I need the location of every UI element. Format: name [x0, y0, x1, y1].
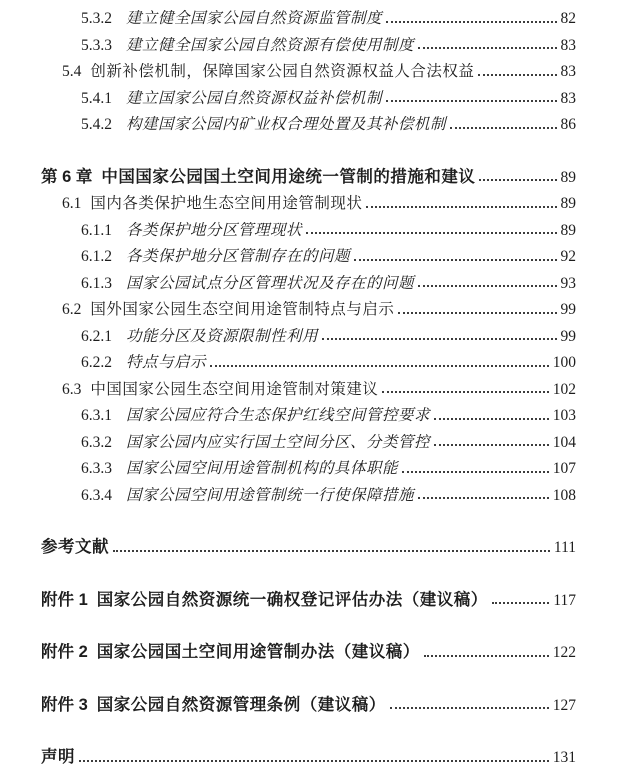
dotted-leader [382, 391, 548, 393]
dotted-leader [434, 444, 549, 446]
toc-entry-title: 各类保护地分区管制存在的问题 [126, 248, 351, 266]
toc-entry-page: 102 [552, 380, 576, 398]
toc-entry-page: 122 [552, 644, 576, 662]
toc-entry-page: 86 [560, 116, 576, 134]
toc-entry-number: 6.2.2 [81, 354, 112, 372]
toc-entry-page: 108 [552, 486, 576, 504]
dotted-leader [450, 127, 556, 129]
toc-entry-title: 国家公园自然资源管理条例（建议稿） [96, 695, 386, 714]
toc-entry-number: 6.1.3 [81, 274, 112, 292]
toc-entry [81, 239, 576, 266]
toc-entry [81, 398, 576, 425]
toc-entry-title: 建立健全国家公园自然资源有偿使用制度 [126, 36, 415, 54]
toc-entry-number: 6.3.1 [81, 407, 112, 425]
toc-entry-page: 107 [552, 460, 576, 478]
toc-entry-page: 82 [560, 10, 576, 28]
toc-entry [81, 81, 576, 108]
dotted-leader [418, 497, 549, 499]
toc-entry-page: 104 [552, 433, 576, 451]
toc-entry-page: 83 [560, 89, 576, 107]
toc-entry [81, 107, 576, 134]
dotted-leader [322, 338, 556, 340]
toc-entry-page: 103 [552, 407, 576, 425]
toc-entry-title: 中国国家公园国土空间用途统一管制的措施和建议 [101, 167, 476, 186]
dotted-leader [418, 285, 556, 287]
toc-entry-number: 5.4 [62, 63, 82, 81]
toc-entry-number: 6.1.2 [81, 248, 112, 266]
dotted-leader [79, 760, 549, 762]
toc-entry-number: 第 6 章 [41, 167, 93, 186]
toc-entry-title: 国家公园应符合生态保护红线空间管控要求 [126, 407, 431, 425]
toc-entry-number: 6.2.1 [81, 327, 112, 345]
dotted-leader [434, 418, 549, 420]
toc-entry-number: 5.4.1 [81, 89, 112, 107]
toc-entry-number: 6.3.4 [81, 486, 112, 504]
toc-entry [41, 740, 576, 767]
toc-entry-number: 附件 3 [41, 695, 88, 714]
toc-entry-title: 国家公园自然资源统一确权登记评估办法（建议稿） [96, 590, 488, 609]
toc-entry-page: 89 [560, 221, 576, 239]
toc-entry-title: 国外国家公园生态空间用途管制特点与启示 [90, 301, 395, 319]
dotted-leader [390, 707, 549, 709]
toc-entry [81, 266, 576, 293]
toc-entry [81, 213, 576, 240]
toc-entry-title: 功能分区及资源限制性利用 [126, 327, 319, 345]
toc-entry-title: 参考文献 [41, 538, 109, 557]
toc-entry-page: 100 [552, 354, 576, 372]
toc-entry-title: 国家公园试点分区管理状况及存在的问题 [126, 274, 415, 292]
toc-entry-page: 93 [560, 274, 576, 292]
dotted-leader [478, 74, 556, 76]
toc-entry-number: 5.3.3 [81, 36, 112, 54]
dotted-leader [398, 312, 556, 314]
toc-entry-number: 6.3.3 [81, 460, 112, 478]
dotted-leader [306, 232, 556, 234]
toc-entry-page: 83 [560, 36, 576, 54]
toc-entry [81, 28, 576, 55]
toc-entry-title: 国内各类保护地生态空间用途管制现状 [90, 195, 363, 213]
toc-entry [41, 688, 576, 715]
toc-entry-number: 6.1.1 [81, 221, 112, 239]
toc-list [0, 1, 576, 767]
toc-entry [41, 635, 576, 662]
dotted-leader [418, 47, 556, 49]
toc-entry-title: 中国国家公园生态空间用途管制对策建议 [90, 380, 379, 398]
toc-entry [81, 319, 576, 346]
dotted-leader [386, 100, 556, 102]
toc-entry-page: 99 [560, 327, 576, 345]
toc-entry-page: 127 [552, 696, 576, 714]
toc-entry-title: 国家公园空间用途管制统一行使保障措施 [126, 486, 415, 504]
toc-entry [81, 478, 576, 505]
dotted-leader [402, 471, 549, 473]
toc-entry-page: 83 [560, 63, 576, 81]
toc-entry-number: 5.4.2 [81, 116, 112, 134]
toc-entry-title: 国家公园国土空间用途管制办法（建议稿） [96, 643, 420, 662]
toc-entry-title: 建立健全国家公园自然资源监管制度 [126, 10, 383, 28]
dotted-leader [210, 365, 549, 367]
toc-entry-number: 5.3.2 [81, 10, 112, 28]
toc-entry-title: 创新补偿机制，保障国家公园自然资源权益人合法权益 [90, 63, 475, 81]
toc-entry-page: 89 [560, 168, 576, 186]
toc-entry-page: 99 [560, 301, 576, 319]
toc-entry-title: 特点与启示 [126, 354, 207, 372]
toc-entry-title: 建立国家公园自然资源权益补偿机制 [126, 89, 383, 107]
toc-entry [81, 1, 576, 28]
toc-entry [81, 451, 576, 478]
dotted-leader [113, 550, 550, 552]
toc-entry-title: 各类保护地分区管理现状 [126, 221, 303, 239]
toc-entry-page: 111 [553, 539, 576, 557]
toc-entry [41, 160, 576, 187]
toc-entry-title: 声明 [41, 748, 75, 767]
toc-entry [41, 583, 576, 610]
toc-entry-page: 131 [552, 749, 576, 767]
dotted-leader [424, 655, 549, 657]
toc-entry-page: 89 [560, 195, 576, 213]
toc-entry [62, 54, 576, 81]
toc-entry-number: 6.3 [62, 380, 82, 398]
toc-entry [62, 292, 576, 319]
toc-entry [81, 345, 576, 372]
toc-entry-title: 国家公园内应实行国土空间分区、分类管控 [126, 433, 431, 451]
toc-entry [81, 425, 576, 452]
dotted-leader [354, 259, 556, 261]
toc-entry [41, 530, 576, 557]
toc-entry [62, 372, 576, 399]
toc-entry-number: 6.3.2 [81, 433, 112, 451]
dotted-leader [386, 21, 556, 23]
toc-entry-number: 附件 1 [41, 590, 88, 609]
toc-entry-page: 117 [553, 591, 576, 609]
toc-entry-title: 构建国家公园内矿业权合理处置及其补偿机制 [126, 116, 447, 134]
toc-entry-page: 92 [560, 248, 576, 266]
dotted-leader [366, 206, 556, 208]
dotted-leader [479, 179, 556, 181]
toc-entry-title: 国家公园空间用途管制机构的具体职能 [126, 460, 399, 478]
toc-entry [62, 186, 576, 213]
toc-entry-number: 附件 2 [41, 643, 88, 662]
toc-entry-number: 6.1 [62, 195, 82, 213]
dotted-leader [492, 602, 550, 604]
toc-entry-number: 6.2 [62, 301, 82, 319]
